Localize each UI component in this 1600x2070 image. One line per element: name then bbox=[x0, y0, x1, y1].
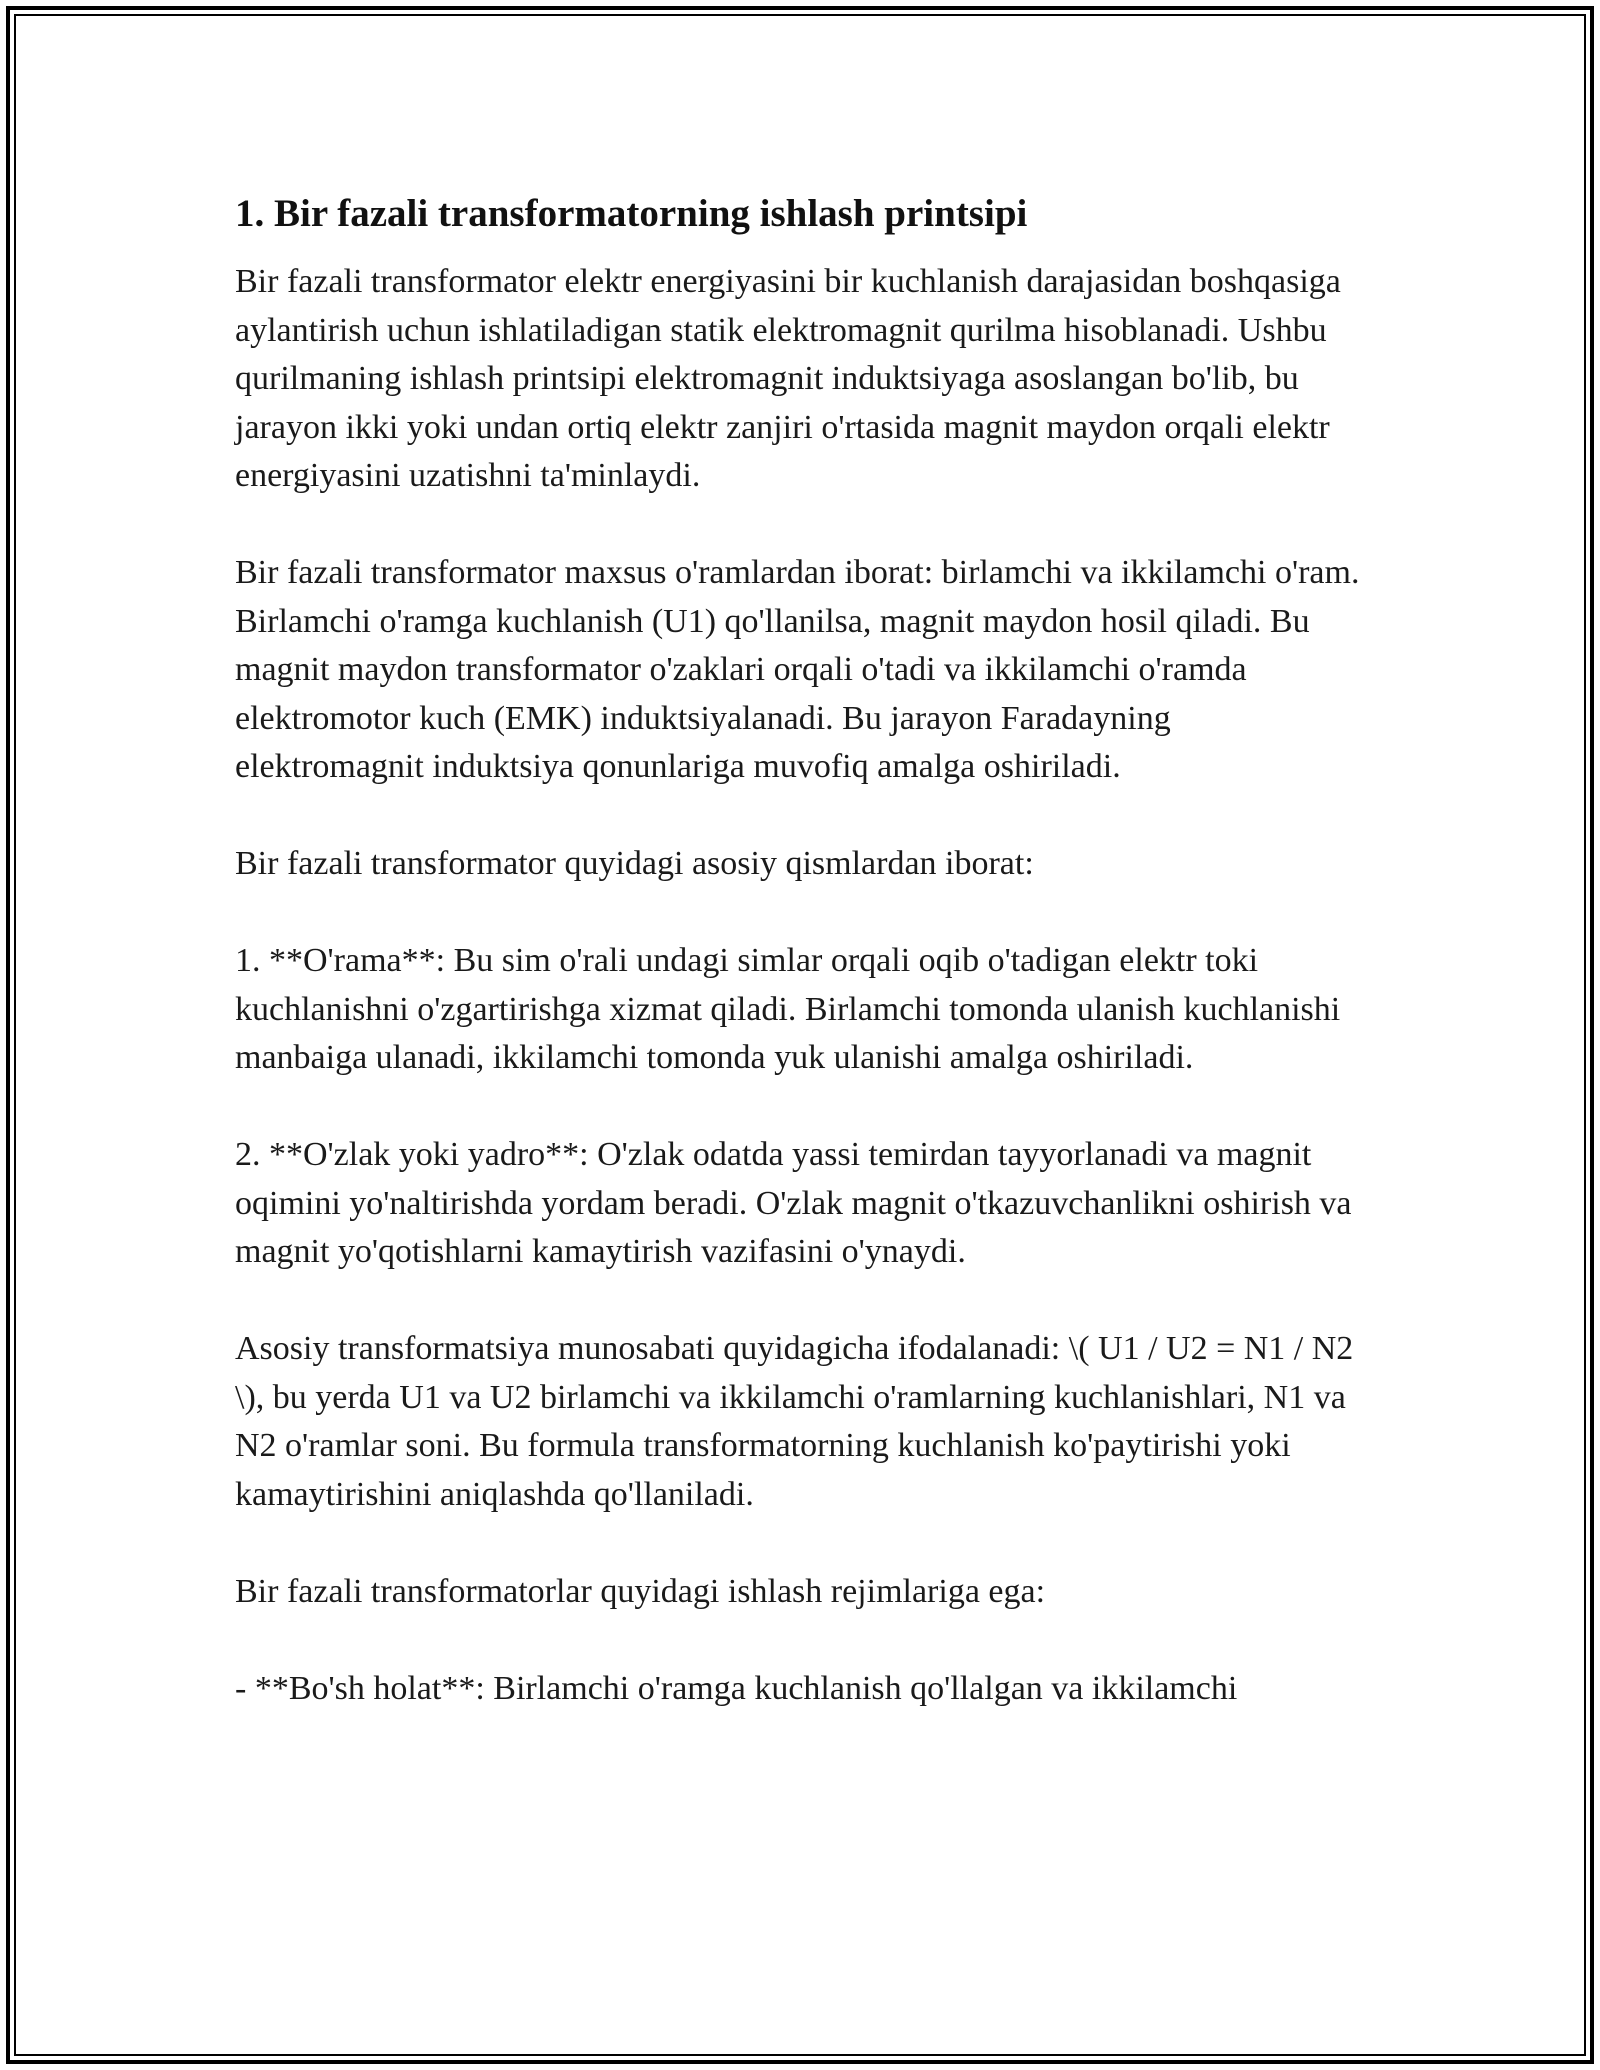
list-item-core: 2. **O'zlak yoki yadro**: O'zlak odatda yassi temirdan tayyorlanadi va magnit oqimini yo'naltirishda yordam beradi. O'zlak magnit o'tkazuvchanlikni oshirish va magnit yo'qotishlarni kamaytirish vazifasini o'ynaydi. bbox=[235, 1136, 1352, 1270]
list-item-winding: 1. **O'rama**: Bu sim o'rali undagi simlar orqali oqib o'tadigan elektr toki kuchlanishni o'zgartirishga xizmat qiladi. Birlamchi tomonda ulanish kuchlanishi manbaiga ulanadi, ikkilamchi tomonda yuk ulanishi amalga oshiriladi. bbox=[235, 942, 1341, 1076]
page-title: 1. Bir fazali transformatorning ishlash printsipi bbox=[235, 192, 1028, 235]
paragraph-windings: Bir fazali transformator maxsus o'ramlardan iborat: birlamchi va ikkilamchi o'ram. Birlamchi o'ramga kuchlanish (U1) qo'llanilsa, magnit maydon hosil qiladi. Bu magnit maydon transformator o'zaklari orqali o'tadi va ikkilamchi o'ramda elektromotor kuch (EMK) induktsiyalanadi. Bu jarayon Faradayning elektromagnit induktsiya qonunlariga muvofiq amalga oshiriladi. bbox=[235, 554, 1360, 785]
paragraph-modes-heading: Bir fazali transformatorlar quyidagi ishlash rejimlariga ega: bbox=[235, 1572, 1046, 1610]
paragraph-intro: Bir fazali transformator elektr energiyasini bir kuchlanish darajasidan boshqasiga aylantirish uchun ishlatiladigan statik elektromagnit qurilma hisoblanadi. Ushbu qurilmaning ishlash printsipi elektromagnit induktsiyaga asoslangan bo'lib, bu jarayon ikki yoki undan ortiq elektr zanjiri o'rtasida magnit maydon orqali elektr energiyasini uzatishni ta'minlaydi. bbox=[235, 263, 1341, 494]
paragraph-parts-heading: Bir fazali transformator quyidagi asosiy qismlardan iborat: bbox=[235, 845, 1034, 882]
document-body bbox=[235, 186, 1365, 1713]
paragraph-formula: Asosiy transformatsiya munosabati quyidagicha ifodalanadi: \( U1 / U2 = N1 / N2 \), bu yerda U1 va U2 birlamchi va ikkilamchi o'ramlarning kuchlanishlari, N1 va N2 o'ramlar soni. Bu formula transformatorning kuchlanish ko'paytirishi yoki kamaytirishini aniqlashda qo'llaniladi. bbox=[235, 1330, 1354, 1513]
list-item-idle-mode: - **Bo'sh holat**: Birlamchi o'ramga kuchlanish qo'llalgan va ikkilamchi bbox=[235, 1669, 1238, 1707]
